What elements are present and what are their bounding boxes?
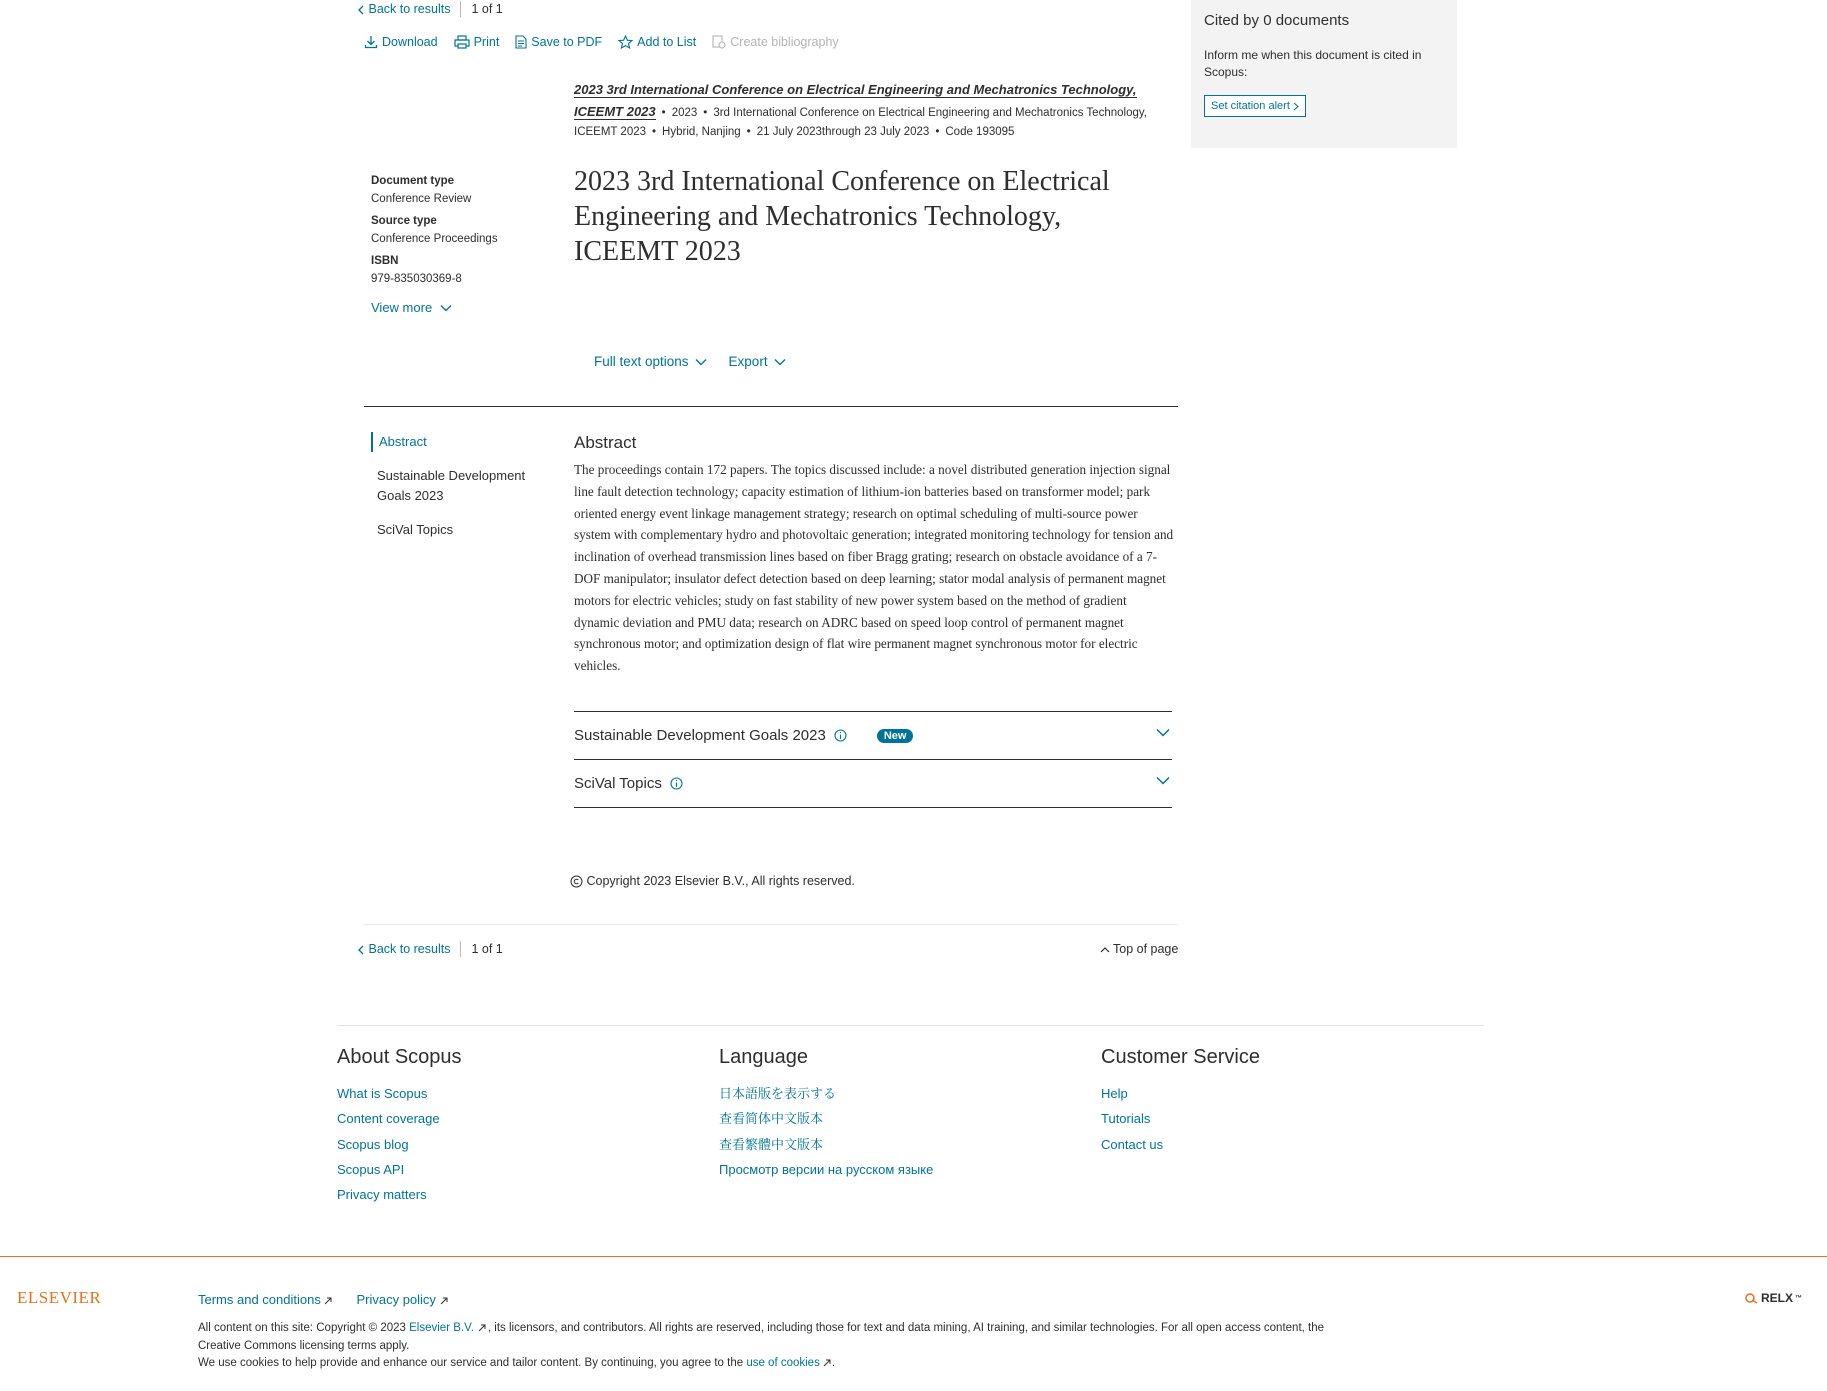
source-type-label: Source type [371, 215, 437, 227]
results-nav-top [358, 0, 503, 18]
back-to-results-link[interactable] [358, 2, 450, 16]
footer-link-help[interactable]: Help [1101, 1086, 1128, 1101]
top-of-page-link[interactable] [1100, 940, 1178, 958]
footer-link[interactable]: Content coverage [337, 1111, 440, 1127]
footer-divider [364, 924, 1178, 925]
external-link-icon [440, 1297, 448, 1305]
source-type-value: Conference Proceedings [371, 233, 498, 245]
page-outline [371, 432, 541, 554]
terms-link[interactable] [198, 1292, 332, 1307]
cookies-prefix: We use cookies to help provide and enhance our service and tailor content. By continuing, you agree to the [198, 1357, 747, 1369]
download-icon [364, 35, 378, 49]
footer-top-rule [337, 1025, 1484, 1026]
sdg-accordion[interactable] [574, 711, 1172, 759]
export-label: Export [728, 354, 768, 369]
info-icon[interactable] [670, 777, 683, 790]
chevron-down-icon [774, 358, 786, 366]
source-code: Code 193095 [945, 126, 1015, 138]
outline-item-abstract[interactable]: Abstract [371, 432, 541, 452]
doc-type-value: Conference Review [371, 193, 472, 205]
footer-service-column [1101, 1046, 1260, 1157]
source-title-line1[interactable]: 2023 3rd International Conference on Electrical Engineering and Mechatronics Technology, [574, 82, 1137, 97]
print-label: Print [473, 35, 500, 49]
legal-suffix: , its licensors, and contributors. All rights are reserved, including those for text and data mining, AI training, and similar technologies. For all open access content, the Creative Commons licensing terms apply. [198, 1322, 1325, 1352]
download-button[interactable] [364, 35, 438, 49]
isbn-value: 979-835030369-8 [371, 273, 462, 285]
create-bibliography-button[interactable] [712, 35, 838, 49]
abstract-heading: Abstract [574, 433, 637, 452]
legal-prefix: All content on this site: Copyright © 2023 [198, 1322, 410, 1334]
external-link-icon [823, 1359, 831, 1367]
cited-by-title: Cited by 0 documents [1204, 12, 1350, 29]
footer-link-simplified-chinese[interactable]: 查看简体中文版本 [719, 1111, 824, 1127]
footer-link-russian[interactable]: Просмотр версии на русском языке [719, 1161, 934, 1177]
terms-label: Terms and conditions [198, 1292, 321, 1307]
privacy-link[interactable] [356, 1292, 447, 1307]
set-citation-alert-button[interactable] [1204, 95, 1306, 117]
create-bibliography-label: Create bibliography [730, 35, 839, 49]
footer-service-heading: Customer Service [1101, 1046, 1260, 1068]
source-year: 2023 [671, 106, 698, 119]
cited-by-panel [1191, 0, 1457, 148]
outline-item-sdg[interactable]: Sustainable Development Goals 2023 [377, 468, 526, 503]
source-info: 2023 3rd International Conference on Electrical Engineering and Mechatronics Technology, ICEEMT 2023 • 2023 • 3rd International Conference on Electrical Engineering and Mechatronics Technology, ICEEMT 2023 • Hybrid, Nanjing • 21 July 2023through 23 July 2023 • Code 193095 [574, 82, 1147, 138]
chevron-down-icon [440, 304, 452, 312]
back-to-results-label: Back to results [368, 2, 451, 16]
footer-link-contact[interactable]: Contact us [1101, 1136, 1164, 1152]
footer-link[interactable]: Scopus blog [337, 1136, 409, 1152]
source-volume-short: ICEEMT 2023 [574, 126, 647, 138]
nav-separator [460, 1, 461, 17]
scival-accordion-label: SciVal Topics [574, 775, 662, 792]
sdg-accordion-label: Sustainable Development Goals 2023 [574, 727, 826, 744]
section-divider [364, 406, 1178, 407]
copyright-notice [570, 874, 855, 888]
print-icon [454, 35, 470, 49]
accordion-bottom-border [574, 807, 1172, 808]
footer-language-heading: Language [719, 1046, 808, 1068]
scival-accordion[interactable] [574, 759, 1172, 807]
footer-link[interactable]: Privacy matters [337, 1187, 427, 1203]
copyright-icon [570, 875, 583, 888]
legal-links [198, 1292, 448, 1307]
footer-language-column [719, 1046, 933, 1182]
external-link-icon [324, 1297, 332, 1305]
view-more-button[interactable] [371, 300, 452, 315]
full-text-options-button[interactable] [594, 354, 707, 369]
new-badge: New [877, 729, 914, 743]
cookie-notice [198, 1355, 1358, 1373]
abstract-text: The proceedings contain 172 papers. The topics discussed include: a novel distributed generation injection signal line fault detection technology; capacity estimation of lithium-ion batteries based on transformer model; park oriented energy event linkage management strategy; research on optimal scheduling of multi-source power system with complementary hydro and photovoltaic generation; integrated monitoring technology for tension and inclination of overhead transmission lines based on fiber Bragg grating; research on obstacle avoidance of a 7-DOF manipulator; insulator defect detection based on deep learning; stator modal analysis of permanent magnet motors for electric vehicles; study on fast stability of new power system based on the method of gradient dynamic deviation and PMU data; research on ADRC based on speed loop control of permanent magnet synchronous motor; and optimization design of flat wire permanent magnet synchronous motor for electric vehicles. [574, 462, 1174, 674]
chevron-down-icon [695, 358, 707, 366]
relx-mark-icon [1745, 1292, 1759, 1304]
document-toolbar [364, 35, 839, 49]
pdf-icon [515, 35, 527, 49]
isbn-label: ISBN [371, 255, 399, 267]
outline-item-scival[interactable]: SciVal Topics [377, 522, 454, 537]
save-pdf-label: Save to PDF [531, 35, 603, 49]
back-to-results-link[interactable] [358, 942, 450, 956]
view-more-label: View more [371, 300, 433, 315]
result-count: 1 of 1 [471, 942, 503, 956]
add-to-list-button[interactable] [618, 35, 696, 49]
star-icon [618, 35, 633, 49]
export-button[interactable] [729, 354, 786, 369]
cookies-suffix: . [831, 1357, 836, 1369]
privacy-label: Privacy policy [356, 1292, 436, 1307]
full-text-options-label: Full text options [594, 354, 689, 369]
legal-notice [198, 1320, 1358, 1373]
results-nav-bottom [358, 940, 503, 958]
doc-type-label: Document type [371, 175, 455, 187]
copyright-text: Copyright 2023 Elsevier B.V., All rights reserved. [586, 874, 855, 888]
download-label: Download [382, 35, 438, 49]
use-of-cookies-link[interactable]: use of cookies [746, 1357, 820, 1369]
elsevier-bv-link[interactable]: Elsevier B.V. [409, 1322, 474, 1334]
legal-copyright [198, 1320, 1358, 1355]
footer-link-traditional-chinese[interactable]: 查看繁體中文版本 [719, 1136, 824, 1152]
chevron-down-icon [1156, 728, 1170, 737]
add-to-list-label: Add to List [637, 35, 697, 49]
relx-label: RELX [1761, 1291, 1794, 1305]
nav-separator [460, 941, 461, 957]
cited-by-text: Inform me when this document is cited in Scopus: [1204, 48, 1422, 79]
back-to-results-label: Back to results [368, 942, 451, 956]
footer-link-tutorials[interactable]: Tutorials [1101, 1111, 1151, 1127]
top-of-page-label: Top of page [1113, 942, 1179, 956]
document-options [594, 354, 786, 369]
chevron-left-icon [358, 5, 365, 15]
save-pdf-button[interactable] [515, 35, 602, 49]
document-title: 2023 3rd International Conference on Electrical Engineering and Mechatronics Technology, ICEEMT 2023 [574, 166, 1110, 267]
set-citation-alert-label: Set citation alert [1211, 100, 1290, 112]
relx-logo[interactable]: RELX ™ [1745, 1291, 1802, 1305]
print-button[interactable] [454, 35, 500, 49]
source-location: Hybrid, Nanjing [662, 126, 741, 138]
footer-link-japanese[interactable]: 日本語版を表示する [719, 1086, 837, 1101]
chevron-up-icon [1100, 946, 1110, 953]
footer-link[interactable]: Scopus API [337, 1161, 405, 1177]
footer-about-heading: About Scopus [337, 1046, 462, 1068]
footer-link[interactable]: What is Scopus [337, 1086, 428, 1101]
elsevier-logo[interactable]: ELSEVIER [17, 1288, 102, 1307]
document-metadata [371, 172, 551, 292]
chevron-down-icon [1156, 776, 1170, 785]
info-icon[interactable] [834, 729, 847, 742]
external-link-icon [478, 1324, 486, 1332]
source-title-line2[interactable]: ICEEMT 2023 [574, 103, 656, 119]
brand-rule [0, 1256, 1827, 1257]
footer-about-column [337, 1046, 462, 1207]
chevron-right-icon [1293, 102, 1299, 111]
result-count: 1 of 1 [471, 2, 503, 16]
bibliography-icon [712, 35, 726, 49]
chevron-left-icon [358, 945, 365, 955]
source-dates: 21 July 2023through 23 July 2023 [756, 126, 930, 138]
source-volume-title: 3rd International Conference on Electrical Engineering and Mechatronics Technology, [713, 106, 1147, 119]
